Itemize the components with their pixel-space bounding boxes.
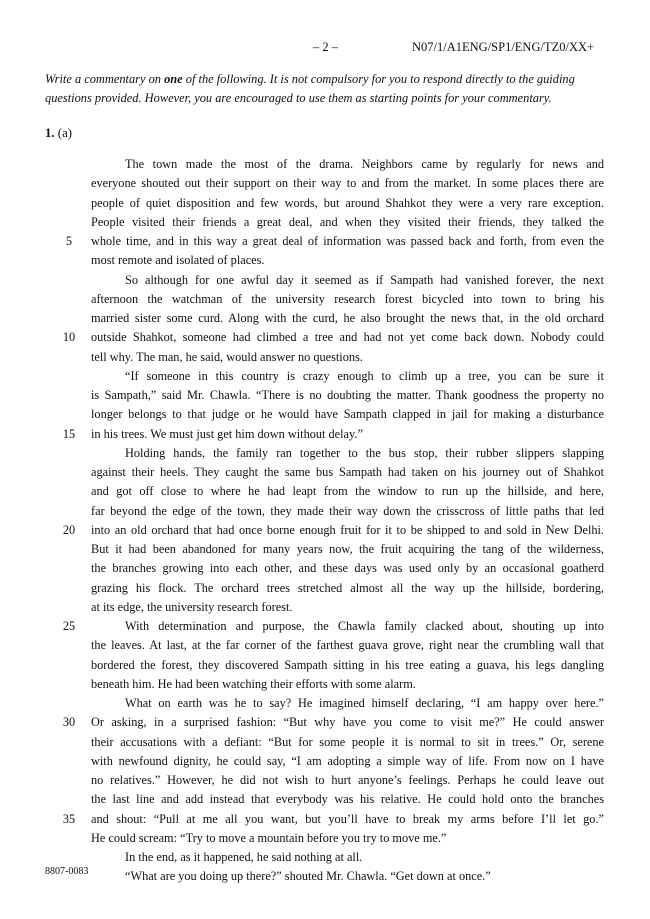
passage-line (0, 867, 650, 886)
question-part: (a) (54, 126, 73, 140)
line-text: outside Shahkot, someone had climbed a tree and had not yet come back down. Nobody could (91, 330, 604, 345)
instructions-text-1: Write a commentary on (45, 72, 165, 86)
passage-line (0, 463, 650, 482)
passage-line (0, 752, 650, 771)
passage-line (0, 251, 650, 270)
instructions (45, 70, 605, 108)
line-text: What on earth was he to say? He imagined himself declaring, “I am happy over here.” (125, 696, 604, 710)
line-number: 5 (65, 234, 73, 248)
line-text: the last line and add instead that everybody was his relative. He could hold onto the branches (91, 792, 604, 807)
passage-line (0, 733, 650, 752)
line-text: most remote and isolated of places. (91, 253, 265, 268)
passage-line (0, 790, 650, 809)
line-text: So although for one awful day it seemed as if Sampath had vanished forever, the next (125, 272, 604, 287)
passage-line (0, 810, 650, 829)
line-number: 25 (62, 619, 76, 633)
line-text: “If someone in this country is crazy enough to climb up a tree, you can be sure it (125, 368, 604, 383)
line-text: afternoon the watchman of the university research forest bicycled into town to bring his (91, 291, 604, 306)
passage-line (0, 540, 650, 559)
passage-line (0, 328, 650, 347)
passage-line (0, 636, 650, 655)
line-text: He could scream: “Try to move a mountain before you try to move me.” (91, 830, 447, 845)
line-text: in his trees. We must just get him down without delay.” (91, 426, 363, 441)
line-text: against their heels. They caught the same bus Sampath had taken on his journey out of Shahkot (91, 465, 604, 479)
line-text: grazing his flock. The orchard trees stretched almost all the way up the hillside, bordering, (91, 580, 604, 595)
line-number: 10 (62, 330, 76, 345)
line-text: at its edge, the university research forest. (91, 599, 293, 614)
passage-line (0, 405, 650, 424)
passage-line (0, 694, 650, 713)
line-text: Or asking, in a surprised fashion: “But why have you come to visit me?” He could answer (91, 715, 604, 730)
passage-line (0, 598, 650, 617)
passage-line (0, 675, 650, 694)
passage-line (0, 444, 650, 463)
passage-line (0, 386, 650, 405)
question-label (45, 126, 72, 141)
page-number: – 2 – (313, 40, 338, 54)
line-text: Holding hands, the family ran together to the bus stop, their rubber slippers slapping (125, 445, 604, 460)
question-number: 1. (45, 126, 55, 140)
line-text: whole time, and in this way a great deal of information was passed back and forth, from even the (91, 234, 604, 248)
line-number: 15 (62, 426, 76, 441)
line-text: and got off close to where he had leapt from the window to run up the hillside, and here, (91, 484, 604, 499)
line-text: no relatives.” However, he did not wish to hurt anyone’s feelings. Perhaps he could leave out (91, 773, 604, 787)
passage-line (0, 482, 650, 501)
line-text: “What are you doing up there?” shouted Mr. Chawla. “Get down at once.” (125, 869, 491, 884)
line-text: married sister some curd. Along with the curd, he also brought the news that, in the old orchard (91, 311, 604, 325)
line-text: the branches growing into each other, and these days was used only by an occasional goatherd (91, 561, 604, 576)
passage-line (0, 829, 650, 848)
line-text: their accusations with a defiant: “But for some people it is normal to sit in trees.” Or, serene (91, 734, 604, 749)
line-text: people of quiet disposition and few words, but around Shahkot they were a very rare exception. (91, 195, 604, 210)
passage-line (0, 155, 650, 174)
line-text: is Sampath,” said Mr. Chawla. “There is no doubting the matter. Thank goodness the property no (91, 388, 604, 402)
passage-line (0, 713, 650, 732)
line-number: 30 (62, 715, 76, 730)
line-text: beneath him. He had been watching their efforts with some alarm. (91, 676, 416, 691)
passage-line (0, 617, 650, 636)
passage-line (0, 290, 650, 309)
passage-line (0, 521, 650, 540)
exam-code: N07/1/A1ENG/SP1/ENG/TZ0/XX+ (412, 40, 595, 54)
passage-line (0, 579, 650, 598)
line-text: With determination and purpose, the Chawla family clacked about, shouting up into (125, 619, 604, 633)
line-text: far beyond the edge of the town, they made their way down the crisscross of little paths that led (91, 503, 604, 518)
passage-line (0, 174, 650, 193)
passage-line (0, 656, 650, 675)
line-text: longer belongs to that judge or he would have Sampath clapped in jail for making a disturbance (91, 407, 604, 422)
line-text: everyone shouted out their support on their way to and from the market. In some places there are (91, 176, 604, 191)
instructions-text-2: of the following. It is not compulsory for you to respond directly to the guiding questions provided. However, you are encouraged to use them as starting points for your commentary. (45, 72, 575, 106)
line-text: bordered the forest, they discovered Sampath sitting in his tree eating a guava, his legs dangling (91, 657, 604, 672)
line-text: The town made the most of the drama. Neighbors came by regularly for news and (125, 157, 604, 171)
passage-line (0, 425, 650, 444)
line-text: into an old orchard that had once borne enough fruit for it to be shipped to and sold in New Delhi. (91, 522, 604, 537)
passage-line (0, 213, 650, 232)
line-text: But it had been abandoned for many years now, the fruit acquiring the tang of the wilderness, (91, 542, 604, 556)
line-text: with newfound dignity, he could say, “I am adopting a simple way of life. From now on I have (91, 753, 604, 768)
line-text: the leaves. At last, at the far corner of the farthest guava grove, right near the crumbling wall that (91, 638, 604, 653)
line-number: 20 (62, 522, 76, 537)
passage-line (0, 367, 650, 386)
passage (0, 155, 650, 887)
passage-line (0, 232, 650, 251)
passage-line (0, 309, 650, 328)
line-text: In the end, as it happened, he said nothing at all. (125, 850, 363, 864)
passage-line (0, 271, 650, 290)
passage-line (0, 848, 650, 867)
line-number: 35 (62, 811, 76, 826)
passage-line (0, 502, 650, 521)
line-text: People visited their friends a great deal, and when they visited their friends, they talked the (91, 214, 604, 229)
passage-line (0, 559, 650, 578)
instructions-emphasis: one (164, 72, 183, 86)
footer-code: 8807-0083 (45, 866, 89, 877)
line-text: tell why. The man, he said, would answer no questions. (91, 349, 363, 364)
passage-line (0, 194, 650, 213)
passage-line (0, 771, 650, 790)
line-text: and shout: “Pull at me all you want, but you’ll have to break my arms before I’ll let go.” (91, 811, 604, 826)
passage-line (0, 348, 650, 367)
